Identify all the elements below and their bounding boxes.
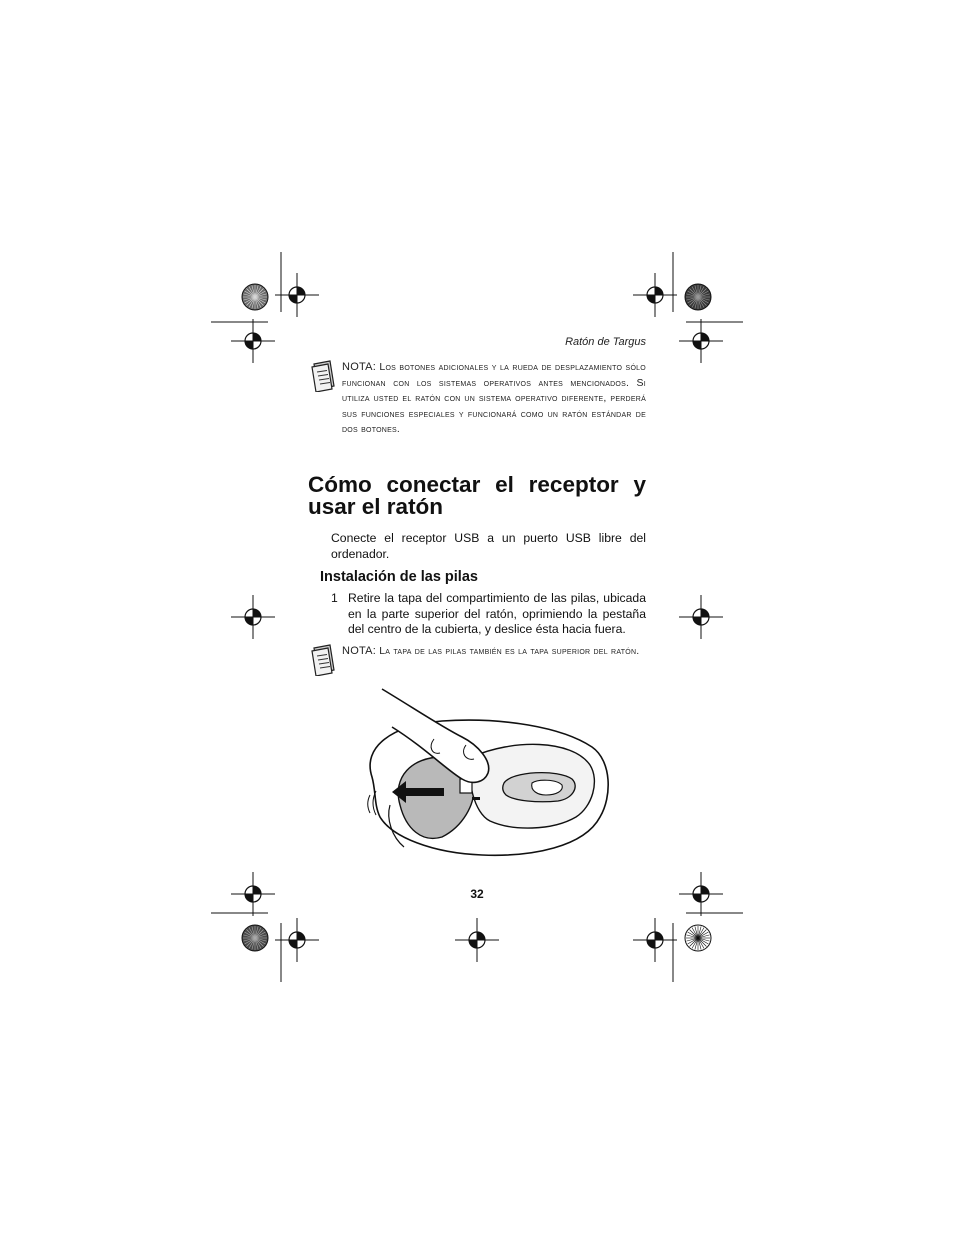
battery-cover-illustration xyxy=(362,687,620,883)
registration-mark-icon xyxy=(231,872,275,916)
note-label: NOTA: xyxy=(342,645,377,657)
registration-mark-icon xyxy=(679,872,723,916)
step-item xyxy=(331,591,646,638)
note-text: La tapa de las pilas también es la tapa superior del ratón. xyxy=(379,645,640,657)
subsection-title: Instalación de las pilas xyxy=(320,569,478,585)
starburst-target-icon xyxy=(242,925,268,951)
step-number: 1 xyxy=(331,591,338,605)
running-header: Ratón de Targus xyxy=(565,336,646,348)
note-pad-icon xyxy=(308,644,336,676)
section-intro: Conecte el receptor USB a un puerto USB libre del ordenador. xyxy=(331,531,646,561)
registration-mark-icon xyxy=(679,595,723,639)
starburst-target-icon xyxy=(685,925,711,951)
note-text: Los botones adicionales y la rueda de desplazamiento sólo funcionan con los sistemas operativos antes mencionados. Si utiliza usted el ratón con un sistema operativo diferente, perderá sus funciones especiales y funcionará como un ratón estándar de dos botones. xyxy=(342,361,646,435)
registration-mark-icon xyxy=(455,918,499,962)
starburst-target-icon xyxy=(242,284,268,310)
starburst-target-icon xyxy=(685,284,711,310)
registration-mark-icon xyxy=(231,319,275,363)
note-block xyxy=(308,360,646,438)
registration-mark-icon xyxy=(679,319,723,363)
step-text: Retire la tapa del compartimiento de las pilas, ubicada en la parte superior del ratón, oprimiendo la pestaña del centro de la cubierta, y deslice ésta hacia fuera. xyxy=(348,591,646,637)
section-title: Cómo conectar el receptor y usar el ratón xyxy=(308,472,646,519)
registration-mark-icon xyxy=(275,273,319,317)
registration-mark-icon xyxy=(633,918,677,962)
registration-mark-icon xyxy=(275,918,319,962)
note-block xyxy=(308,644,646,660)
note-pad-icon xyxy=(308,360,336,392)
registration-mark-icon xyxy=(231,595,275,639)
note-label: NOTA: xyxy=(342,361,377,373)
registration-mark-icon xyxy=(633,273,677,317)
page-number: 32 xyxy=(470,887,484,901)
